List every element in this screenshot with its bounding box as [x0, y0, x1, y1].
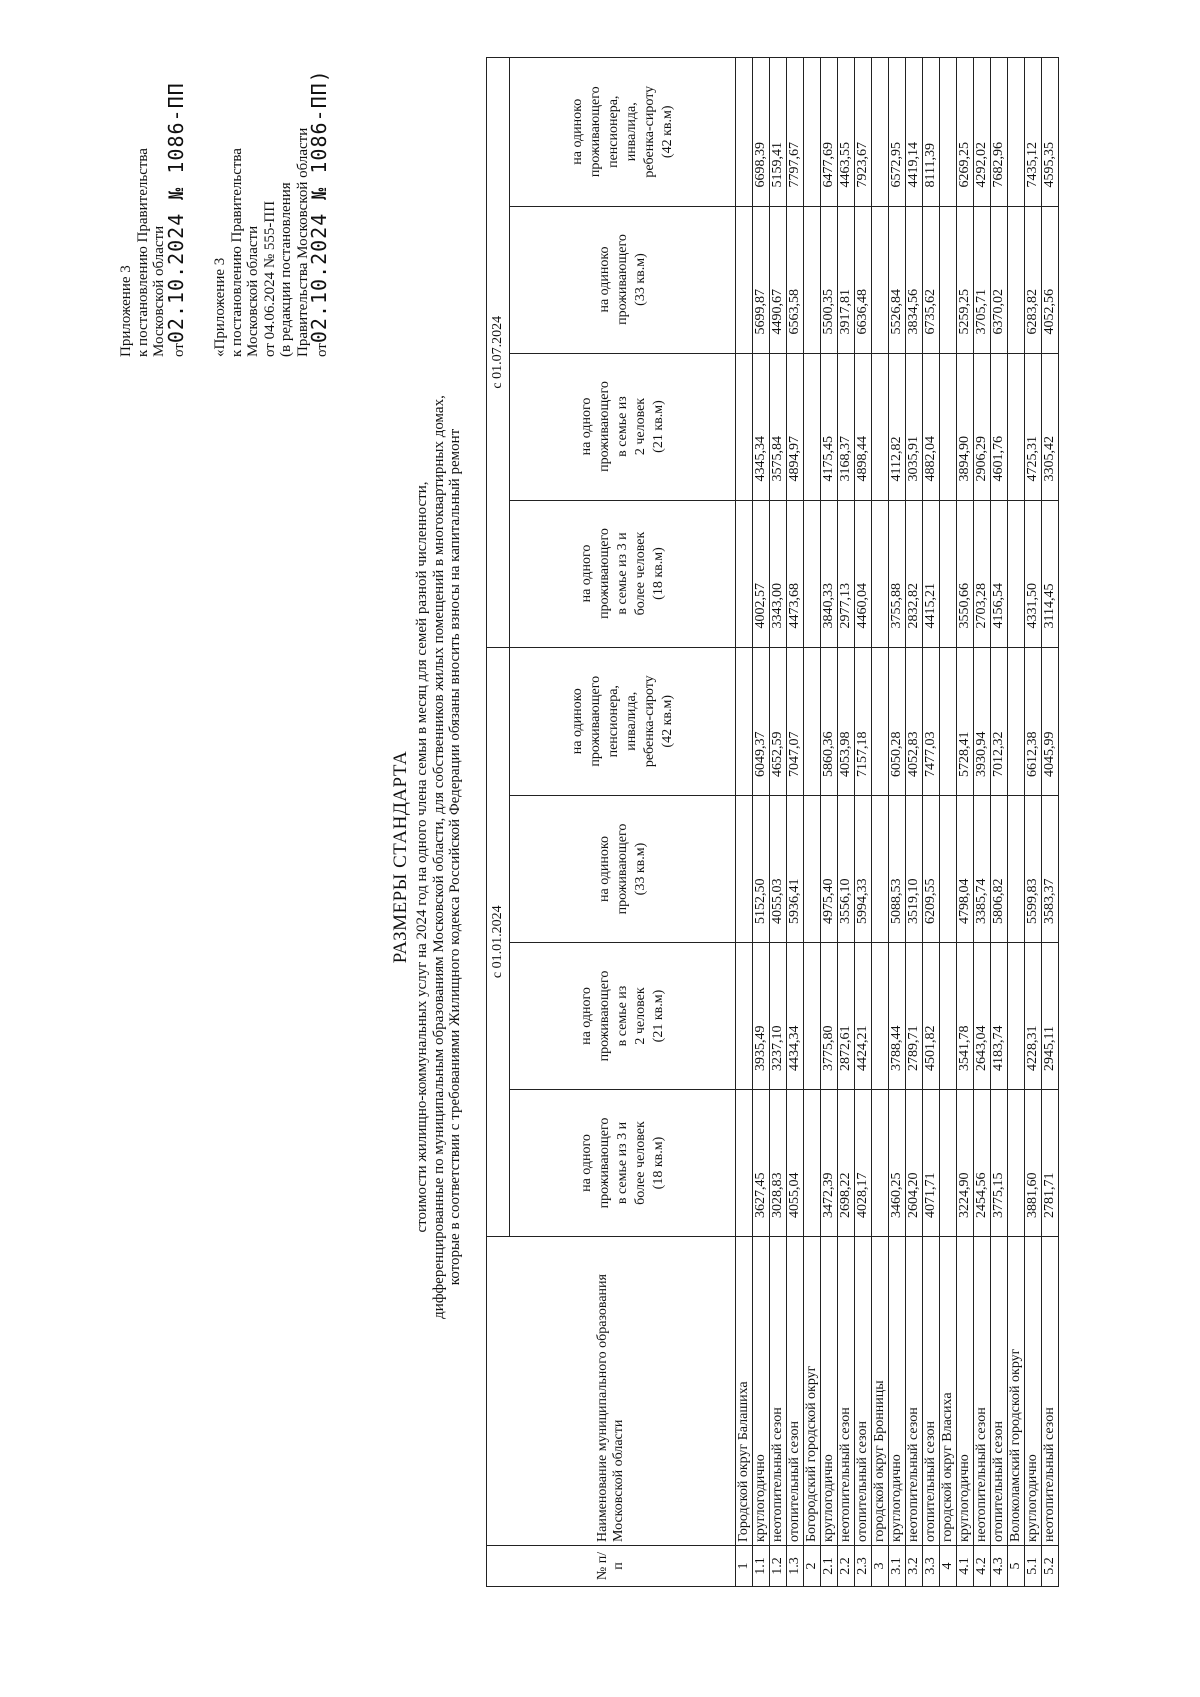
row-value: 6050,28 — [889, 647, 906, 795]
row-number: 3.2 — [906, 1546, 923, 1587]
row-value — [940, 943, 957, 1090]
row-value: 4463,55 — [838, 58, 855, 207]
row-value: 3035,91 — [906, 353, 923, 500]
row-value: 6612,38 — [1025, 647, 1042, 795]
row-name: городской округ Бронницы — [872, 1237, 889, 1546]
row-number: 1.2 — [770, 1546, 787, 1587]
row-value: 4460,04 — [855, 500, 872, 647]
row-number: 5 — [1008, 1546, 1025, 1587]
row-value: 6698,39 — [753, 58, 770, 207]
row-number: 2.3 — [855, 1546, 872, 1587]
row-name: городской округ Власиха — [940, 1237, 957, 1546]
column-header-pensioner: на одиноко проживающего пенсионера, инвалида, ребенка-сироту (42 кв.м) — [510, 647, 736, 795]
row-name: круглогодично — [957, 1237, 974, 1546]
row-value: 7435,12 — [1025, 58, 1042, 207]
row-value: 5806,82 — [991, 796, 1008, 943]
row-value — [1008, 353, 1025, 500]
row-value: 6209,55 — [923, 796, 940, 943]
row-number: 1.3 — [787, 1546, 804, 1587]
row-name: Богородский городской округ — [804, 1237, 821, 1546]
row-value: 5728,41 — [957, 647, 974, 795]
row-value: 4345,34 — [753, 353, 770, 500]
row-value: 6477,69 — [821, 58, 838, 207]
period-header-jul: с 01.07.2024 — [487, 58, 510, 648]
row-name: неотопительный сезон — [974, 1237, 991, 1546]
row-value — [940, 500, 957, 647]
row-value: 2781,71 — [1042, 1090, 1059, 1237]
row-value: 3556,10 — [838, 796, 855, 943]
row-value: 3519,10 — [906, 796, 923, 943]
row-value: 4331,50 — [1025, 500, 1042, 647]
row-value: 4112,82 — [889, 353, 906, 500]
row-value: 6636,48 — [855, 206, 872, 353]
row-value — [804, 500, 821, 647]
row-number: 5.2 — [1042, 1546, 1059, 1587]
row-value: 7477,03 — [923, 647, 940, 795]
row-value — [872, 206, 889, 353]
row-value — [872, 796, 889, 943]
table-row — [753, 58, 770, 1587]
row-value: 4595,35 — [1042, 58, 1059, 207]
row-value — [872, 353, 889, 500]
row-value: 3550,66 — [957, 500, 974, 647]
row-value — [1008, 58, 1025, 207]
table-row — [838, 58, 855, 1587]
row-value: 7682,96 — [991, 58, 1008, 207]
row-value: 6370,02 — [991, 206, 1008, 353]
row-value: 7012,32 — [991, 647, 1008, 795]
row-value: 4725,31 — [1025, 353, 1042, 500]
row-value: 4055,03 — [770, 796, 787, 943]
row-value: 5152,50 — [753, 796, 770, 943]
row-value — [804, 647, 821, 795]
row-value — [940, 647, 957, 795]
row-value: 4228,31 — [1025, 943, 1042, 1090]
table-row — [821, 58, 838, 1587]
appendix-line: к постановлению Правительства — [228, 148, 245, 357]
row-number: 4.3 — [991, 1546, 1008, 1587]
row-value — [872, 500, 889, 647]
row-value — [804, 1090, 821, 1237]
table-row — [974, 58, 991, 1587]
row-number: 5.1 — [1025, 1546, 1042, 1587]
row-value — [872, 943, 889, 1090]
column-header-single: на одиноко проживающего (33 кв.м) — [510, 206, 736, 353]
row-value: 4434,34 — [787, 943, 804, 1090]
row-value — [940, 1090, 957, 1237]
row-value: 4473,68 — [787, 500, 804, 647]
row-value: 4490,67 — [770, 206, 787, 353]
row-number: 3.3 — [923, 1546, 940, 1587]
row-value — [940, 353, 957, 500]
row-value: 5936,41 — [787, 796, 804, 943]
row-value: 8111,39 — [923, 58, 940, 207]
row-name: круглогодично — [821, 1237, 838, 1546]
table-row — [736, 58, 753, 1587]
row-number: 4.1 — [957, 1546, 974, 1587]
row-number: 2.2 — [838, 1546, 855, 1587]
table-row — [940, 58, 957, 1587]
row-name: неотопительный сезон — [906, 1237, 923, 1546]
appendix-line: Приложение 3 — [118, 265, 134, 357]
table-row — [957, 58, 974, 1587]
table-row — [1042, 58, 1059, 1587]
row-value — [804, 58, 821, 207]
row-value — [1008, 943, 1025, 1090]
row-value: 4055,04 — [787, 1090, 804, 1237]
row-value — [804, 206, 821, 353]
row-value: 6563,58 — [787, 206, 804, 353]
row-name: отопительный сезон — [991, 1237, 1008, 1546]
table-row — [1025, 58, 1042, 1587]
row-value: 3541,78 — [957, 943, 974, 1090]
row-value: 3028,83 — [770, 1090, 787, 1237]
appendix-current — [118, 82, 187, 357]
row-value: 4045,99 — [1042, 647, 1059, 795]
row-value — [1008, 796, 1025, 943]
row-value — [940, 206, 957, 353]
row-value: 3224,90 — [957, 1090, 974, 1237]
row-value: 3930,94 — [974, 647, 991, 795]
row-value: 4652,59 — [770, 647, 787, 795]
table-row — [991, 58, 1008, 1587]
row-value: 7047,07 — [787, 647, 804, 795]
row-value: 5860,36 — [821, 647, 838, 795]
row-value: 2977,13 — [838, 500, 855, 647]
table-body — [736, 58, 1059, 1587]
row-number: 2 — [804, 1546, 821, 1587]
column-header-family-2: на одного проживающего в семье из 2 человек (21 кв.м) — [510, 353, 736, 500]
row-value: 3894,90 — [957, 353, 974, 500]
row-value: 4002,57 — [753, 500, 770, 647]
date-number-stamp: 02.10.2024 № 1086-ПП — [163, 82, 188, 344]
row-value — [736, 353, 753, 500]
row-value: 3583,37 — [1042, 796, 1059, 943]
table-row — [804, 58, 821, 1587]
table-row — [855, 58, 872, 1587]
appendix-line: «Приложение 3 — [212, 257, 228, 357]
row-value: 6572,95 — [889, 58, 906, 207]
row-value: 5599,83 — [1025, 796, 1042, 943]
appendix-line: к постановлению Правительства — [134, 148, 151, 357]
table-row — [889, 58, 906, 1587]
appendix-date-line — [163, 82, 188, 357]
row-value: 4156,54 — [991, 500, 1008, 647]
row-value: 7923,67 — [855, 58, 872, 207]
appendix-date-line — [307, 69, 331, 357]
column-header-pensioner: на одиноко проживающего пенсионера, инвалида, ребенка-сироту (42 кв.м) — [510, 58, 736, 207]
row-value — [736, 1090, 753, 1237]
column-header-family-3: на одного проживающего в семье из 3 и более человек (18 кв.м) — [510, 1090, 736, 1237]
document-subtitle-line: дифференцированные по муниципальным образованиям Московской области, для собственников жилых помещений в многоквартирных домах, — [430, 395, 447, 1319]
row-value: 6049,37 — [753, 647, 770, 795]
row-value: 3305,42 — [1042, 353, 1059, 500]
row-value: 3840,33 — [821, 500, 838, 647]
row-value — [872, 647, 889, 795]
row-value: 3881,60 — [1025, 1090, 1042, 1237]
date-prefix: от — [170, 343, 187, 357]
row-name: неотопительный сезон — [770, 1237, 787, 1546]
row-value: 5500,35 — [821, 206, 838, 353]
row-value: 4424,21 — [855, 943, 872, 1090]
row-value — [804, 943, 821, 1090]
row-value: 2643,04 — [974, 943, 991, 1090]
row-value: 4053,98 — [838, 647, 855, 795]
row-value: 4415,21 — [923, 500, 940, 647]
column-header-family-2: на одного проживающего в семье из 2 человек (21 кв.м) — [510, 943, 736, 1090]
appendix-previous — [212, 69, 331, 357]
period-header-jan: с 01.01.2024 — [487, 647, 510, 1236]
row-value: 4028,17 — [855, 1090, 872, 1237]
table-row — [1008, 58, 1025, 1587]
table-row — [872, 58, 889, 1587]
row-value: 5699,87 — [753, 206, 770, 353]
document-heading — [390, 137, 464, 1577]
document-subtitle-line: которые в соответствии с требованиями Жилищного кодекса Российской Федерации обязаны вносить взносы на капитальный ремонт — [447, 428, 463, 1286]
row-number: 3.1 — [889, 1546, 906, 1587]
tariff-table — [486, 57, 1059, 1587]
row-value — [1008, 206, 1025, 353]
table-row — [923, 58, 940, 1587]
row-value: 4183,74 — [991, 943, 1008, 1090]
row-value: 3237,10 — [770, 943, 787, 1090]
column-header-single: на одиноко проживающего (33 кв.м) — [510, 796, 736, 943]
row-value — [940, 796, 957, 943]
row-value: 2789,71 — [906, 943, 923, 1090]
row-value: 3917,81 — [838, 206, 855, 353]
row-value: 7157,18 — [855, 647, 872, 795]
row-number: 3 — [872, 1546, 889, 1587]
row-value: 3460,25 — [889, 1090, 906, 1237]
table-row — [906, 58, 923, 1587]
row-value: 4601,76 — [991, 353, 1008, 500]
row-value — [1008, 647, 1025, 795]
row-number: 4 — [940, 1546, 957, 1587]
row-value: 7797,67 — [787, 58, 804, 207]
row-value: 6269,25 — [957, 58, 974, 207]
row-value: 5526,84 — [889, 206, 906, 353]
table-row — [770, 58, 787, 1587]
table-header-row — [487, 58, 510, 1587]
row-value: 2872,61 — [838, 943, 855, 1090]
row-name: круглогодично — [1025, 1237, 1042, 1546]
row-value: 3755,88 — [889, 500, 906, 647]
column-header-name: Наименование муниципального образования Московской области — [487, 1237, 736, 1546]
row-number: 1.1 — [753, 1546, 770, 1587]
column-header-number: № п/п — [487, 1546, 736, 1587]
row-name: отопительный сезон — [923, 1237, 940, 1546]
row-number: 1 — [736, 1546, 753, 1587]
document-subtitle-line: стоимости жилищно-коммунальных услуг на 2024 год на одного члена семьи в месяц для семей разной численности, — [414, 481, 430, 1233]
row-name: отопительный сезон — [787, 1237, 804, 1546]
row-value: 4882,04 — [923, 353, 940, 500]
appendix-line: Московской области — [245, 225, 261, 357]
row-value: 4975,40 — [821, 796, 838, 943]
row-value: 3627,45 — [753, 1090, 770, 1237]
row-value: 3775,80 — [821, 943, 838, 1090]
row-value: 3775,15 — [991, 1090, 1008, 1237]
row-value: 4071,71 — [923, 1090, 940, 1237]
row-value: 4052,83 — [906, 647, 923, 795]
row-name: круглогодично — [753, 1237, 770, 1546]
row-value: 3114,45 — [1042, 500, 1059, 647]
row-name: неотопительный сезон — [838, 1237, 855, 1546]
row-value: 5159,41 — [770, 58, 787, 207]
row-value — [736, 206, 753, 353]
row-value: 4798,04 — [957, 796, 974, 943]
date-prefix: от — [314, 343, 330, 357]
table-row — [787, 58, 804, 1587]
row-value: 3168,37 — [838, 353, 855, 500]
row-name: Городской округ Балашиха — [736, 1237, 753, 1546]
row-value — [940, 58, 957, 207]
row-value: 3343,00 — [770, 500, 787, 647]
row-value: 5994,33 — [855, 796, 872, 943]
row-value: 3935,49 — [753, 943, 770, 1090]
date-number-stamp: 02.10.2024 № 1086-ПП) — [307, 69, 331, 344]
row-value — [736, 647, 753, 795]
row-value: 6735,62 — [923, 206, 940, 353]
row-value: 2906,29 — [974, 353, 991, 500]
row-value: 2703,28 — [974, 500, 991, 647]
row-value: 4419,14 — [906, 58, 923, 207]
row-value — [736, 943, 753, 1090]
row-value: 4175,45 — [821, 353, 838, 500]
appendix-line: Правительства Московской области — [294, 127, 311, 357]
row-value: 4501,82 — [923, 943, 940, 1090]
row-value: 3575,84 — [770, 353, 787, 500]
appendix-line: (в редакции постановления — [278, 182, 294, 357]
row-value: 4052,56 — [1042, 206, 1059, 353]
row-value — [736, 796, 753, 943]
row-name: Волоколамский городской округ — [1008, 1237, 1025, 1546]
document-title: РАЗМЕРЫ СТАНДАРТА — [390, 750, 411, 964]
row-name: круглогодично — [889, 1237, 906, 1546]
row-value: 3385,74 — [974, 796, 991, 943]
row-value: 3472,39 — [821, 1090, 838, 1237]
row-value: 3834,56 — [906, 206, 923, 353]
row-value — [1008, 500, 1025, 647]
appendix-line: Московской области — [151, 225, 167, 357]
row-name: отопительный сезон — [855, 1237, 872, 1546]
row-value: 6283,82 — [1025, 206, 1042, 353]
row-value: 4898,44 — [855, 353, 872, 500]
row-name: неотопительный сезон — [1042, 1237, 1059, 1546]
row-value: 4292,02 — [974, 58, 991, 207]
row-value: 5259,25 — [957, 206, 974, 353]
row-number: 2.1 — [821, 1546, 838, 1587]
row-value: 2698,22 — [838, 1090, 855, 1237]
row-value: 3705,71 — [974, 206, 991, 353]
row-value — [804, 353, 821, 500]
row-value: 3788,44 — [889, 943, 906, 1090]
row-value: 2454,56 — [974, 1090, 991, 1237]
row-value — [872, 1090, 889, 1237]
row-number: 4.2 — [974, 1546, 991, 1587]
row-value — [804, 796, 821, 943]
column-header-family-3: на одного проживающего в семье из 3 и более человек (18 кв.м) — [510, 500, 736, 647]
row-value — [736, 500, 753, 647]
row-value: 4894,97 — [787, 353, 804, 500]
row-value — [736, 58, 753, 207]
row-value: 2832,82 — [906, 500, 923, 647]
row-value: 5088,53 — [889, 796, 906, 943]
appendix-line: от 04.06.2024 № 555-ПП — [261, 200, 278, 357]
row-value: 2604,20 — [906, 1090, 923, 1237]
row-value: 2945,11 — [1042, 943, 1059, 1090]
row-value — [872, 58, 889, 207]
row-value — [1008, 1090, 1025, 1237]
